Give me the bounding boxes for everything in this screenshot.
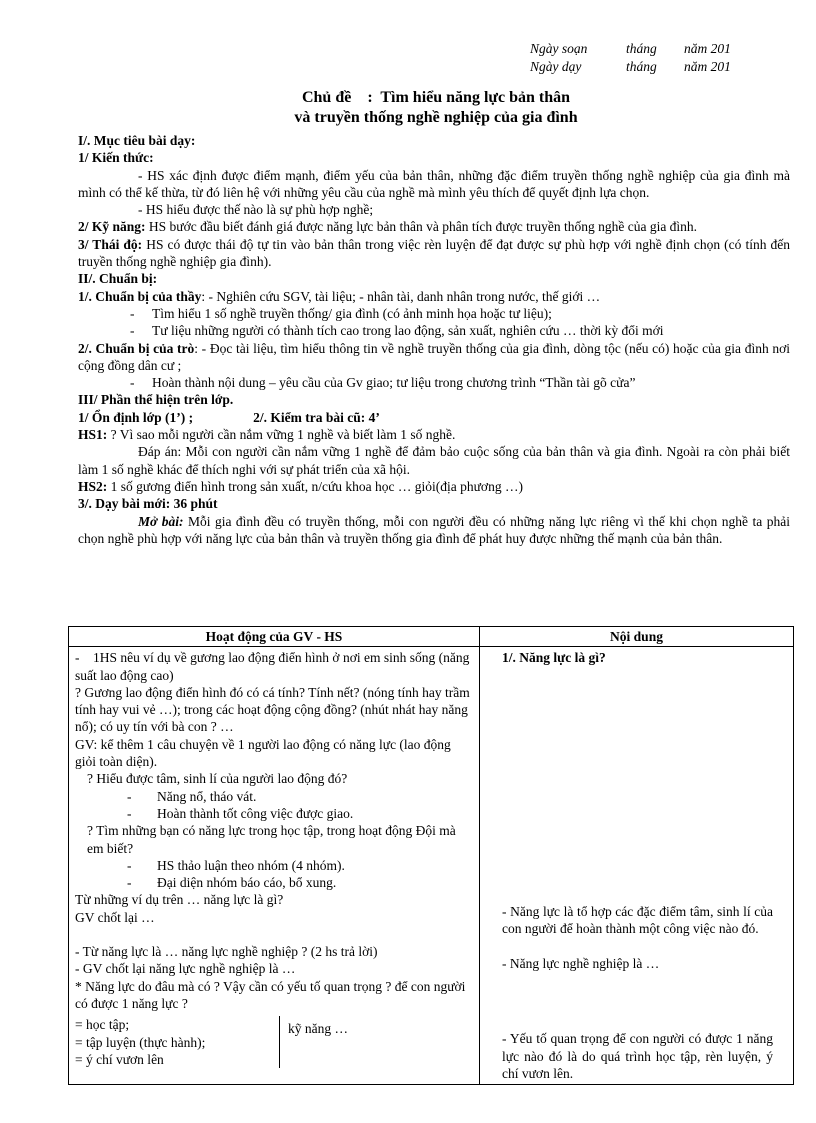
student-prep-label: 2/. Chuẩn bị của trò (78, 340, 195, 356)
hs1-question (78, 426, 790, 443)
spacer (502, 972, 773, 1030)
teacher-prep-item-1: - Tìm hiểu 1 số nghề truyền thống/ gia đình (có ảnh minh họa hoặc tư liệu); (78, 305, 790, 322)
prep-year-label: năm 201 (684, 41, 731, 56)
activity-subitem-text: Hoàn thành tốt công việc được giao. (157, 805, 354, 821)
prep-date-line (530, 40, 731, 58)
activity-line: * Năng lực do đâu mà có ? Vậy cần có yếu tố quan trọng ? để con người có được 1 năng lực ? (75, 978, 466, 1011)
activity-line: - 1HS nêu ví dụ về gương lao động điển hình ở nơi em sinh sống (năng suất lao động cao) (75, 650, 473, 683)
factor-item: = ý chí vươn lên (75, 1051, 164, 1067)
factors-group (75, 1016, 473, 1068)
content-key-factor: - Yếu tố quan trọng để con người có được 1 năng lực nào đó là do quá trình học tập, rèn luyện, ý chí vươn lên. (502, 1031, 773, 1082)
activity-line: - Từ năng lực là … năng lực nghề nghiệp ? (2 hs trả lời) (75, 944, 378, 960)
teach-date-line (530, 58, 731, 76)
skills-note: kỹ năng … (288, 1021, 348, 1037)
teacher-prep-text: : - Nghiên cứu SGV, tài liệu; - nhân tài, danh nhân trong nước, thế giới … (201, 288, 601, 304)
factors-list (75, 1016, 280, 1068)
intro-label: Mở bài: (138, 513, 184, 529)
intro-paragraph (78, 513, 790, 548)
activity-line: ? Tìm những bạn có năng lực trong học tập, trong hoạt động Đội mà em biết? (87, 823, 456, 856)
section-3-heading: III/ Phần thể hiện trên lớp. (78, 392, 234, 408)
hs2-question (78, 478, 790, 495)
date-header (530, 40, 731, 76)
skills-text: HS bước đầu biết đánh giá được năng lực bản thân và phân tích được truyền thống nghề của gia đình. (145, 219, 698, 235)
teacher-prep-item-2-text: Tư liệu những người có thành tích cao trong lao động, sản xuất, nghiên cứu … thời kỳ đổi mới (152, 323, 664, 339)
activity-subitem-text: Năng nổ, tháo vát. (157, 788, 257, 804)
teacher-prep-item-1-text: Tìm hiểu 1 số nghề truyền thống/ gia đình (có ảnh minh họa hoặc tư liệu); (152, 305, 552, 321)
activities-cell (69, 647, 480, 1085)
hs2-text: 1 số gương điển hình trong sản xuất, n/cứu khoa học … giỏi(địa phương …) (107, 478, 523, 494)
section-2-heading: II/. Chuẩn bị: (78, 271, 158, 287)
document-title (78, 88, 794, 128)
prep-date-label: Ngày soạn (530, 41, 588, 56)
activity-line: ? Gương lao động điển hình đó có cá tính? Tính nết? (nóng tính hay trầm tính hay vui vẻ …); trong các hoạt động cộng đồng? (nhút nhát hay năng nổ); có uy tín với bà con ? … (75, 684, 470, 735)
activity-line: - GV chốt lại năng lực nghề nghiệp là … (75, 961, 296, 977)
spacer (75, 926, 473, 943)
spacer (502, 667, 773, 903)
title-line-1: Chủ đề : Tìm hiểu năng lực bản thân (301, 89, 571, 106)
activity-line: GV chốt lại … (75, 909, 155, 925)
knowledge-item-2: - HS hiểu được thế nào là sự phù hợp nghề; (138, 202, 374, 218)
lesson-activity-table (68, 626, 794, 1085)
hs1-text: ? Vì sao mỗi người cần nắm vững 1 nghề và biết làm 1 số nghề. (107, 427, 456, 443)
table-row (69, 647, 794, 1085)
document-body (78, 132, 790, 547)
content-cell (480, 647, 794, 1085)
column-header-activities: Hoạt động của GV - HS (69, 627, 480, 647)
factor-item: = học tập; (75, 1017, 130, 1033)
new-lesson-heading: 3/. Dạy bài mới: 36 phút (78, 496, 218, 512)
student-prep-item-1: - Hoàn thành nội dung – yêu cầu của Gv giao; tư liệu trong chương trình “Thần tài gõ cửa” (78, 374, 790, 391)
skills-paragraph (78, 218, 790, 235)
hs2-label: HS2: (78, 478, 108, 494)
activity-line: ? Hiểu được tâm, sinh lí của người lao động đó? (87, 771, 348, 787)
attitude-text: HS có được thái độ tự tin vào bản thân trong việc rèn luyện để đạt được sự phù hợp với nghề định chọn (có tính đến truyền thống nghề nghiệp gia đình). (78, 236, 790, 270)
knowledge-heading: 1/ Kiến thức: (78, 150, 154, 166)
class-stabilize: 1/ Ổn định lớp (1’) ; (78, 409, 194, 425)
activity-subitem: - Năng nổ, tháo vát. (75, 788, 473, 805)
table-header-row (69, 627, 794, 647)
teacher-prep-item-2: - Tư liệu những người có thành tích cao trong lao động, sản xuất, nghiên cứu … thời kỳ đổi mới (78, 322, 790, 339)
activity-subitem-text: HS thảo luận theo nhóm (4 nhóm). (157, 857, 345, 873)
activity-line: Từ những ví dụ trên … năng lực là gì? (75, 892, 284, 908)
prep-month-label: tháng (626, 41, 657, 56)
student-prep-item-1-text: Hoàn thành nội dung – yêu cầu của Gv giao; tư liệu trong chương trình “Thần tài gõ cửa” (152, 375, 636, 391)
activity-subitem: - Đại diện nhóm báo cáo, bổ xung. (75, 874, 473, 891)
activity-subitem: - HS thảo luận theo nhóm (4 nhóm). (75, 857, 473, 874)
activity-subitem-text: Đại diện nhóm báo cáo, bổ xung. (157, 875, 337, 891)
title-line-2: và truyền thống nghề nghiệp của gia đình (294, 109, 578, 126)
content-definition: - Năng lực là tổ hợp các đặc điểm tâm, sinh lí của con người để hoàn thành một công việc nào đó. (502, 903, 773, 936)
attitude-paragraph (78, 236, 790, 271)
column-header-content: Nội dung (480, 627, 794, 647)
attitude-label: 3/ Thái độ: (78, 236, 143, 252)
skills-label: 2/ Kỹ năng: (78, 219, 146, 235)
teach-year-label: năm 201 (684, 59, 731, 74)
student-prep-paragraph (78, 340, 790, 375)
content-career-ability: - Năng lực nghề nghiệp là … (502, 956, 660, 972)
activity-subitem: - Hoàn thành tốt công việc được giao. (75, 805, 473, 822)
teacher-prep-paragraph (78, 288, 790, 305)
content-heading: 1/. Năng lực là gì? (502, 650, 606, 666)
section-1-heading: I/. Mục tiêu bài dạy: (78, 133, 196, 148)
activity-line: GV: kể thêm 1 câu chuyện về 1 người lao động có năng lực (lao động giỏi toàn diện). (75, 736, 451, 770)
teacher-prep-label: 1/. Chuẩn bị của thầy (78, 288, 202, 304)
hs1-label: HS1: (78, 427, 108, 443)
student-prep-text: : - Đọc tài liệu, tìm hiểu thông tin về nghề truyền thống của gia đình, dòng tộc (nếu có) hoặc của gia đình nơi cộng đồng dân cư ; (78, 340, 790, 373)
answer-text: Đáp án: Mỗi con người cần nắm vững 1 nghề để đảm bảo cuộc sống của bản thân và gia đình. Ngoài ra còn phải biết làm 1 số nghề khác để thích nghi với sự phát triển của xã hội. (78, 444, 790, 477)
teach-date-label: Ngày dạy (530, 59, 582, 74)
knowledge-item-1: - HS xác định được điểm mạnh, điểm yếu của bản thân, những đặc điểm truyền thống nghề nghiệp của gia đình mà mình có thể kế thừa, từ đó liên hệ với những yêu cầu của nghề mà mình yêu thích để quyết định lựa chọn. (78, 167, 790, 200)
intro-text: Mỗi gia đình đều có truyền thống, mỗi con người đều có những năng lực riêng vì thế khi chọn nghề ta phải chọn nghề phù hợp với năng lực của bản thân và truyền thống gia đình để phát huy được những thế mạnh của bản thân. (78, 513, 790, 546)
teach-month-label: tháng (626, 59, 657, 74)
factor-item: = tập luyện (thực hành); (75, 1034, 206, 1050)
spacer (502, 937, 773, 955)
class-check-line (78, 409, 790, 426)
homework-check: 2/. Kiểm tra bài cũ: 4’ (253, 409, 380, 425)
